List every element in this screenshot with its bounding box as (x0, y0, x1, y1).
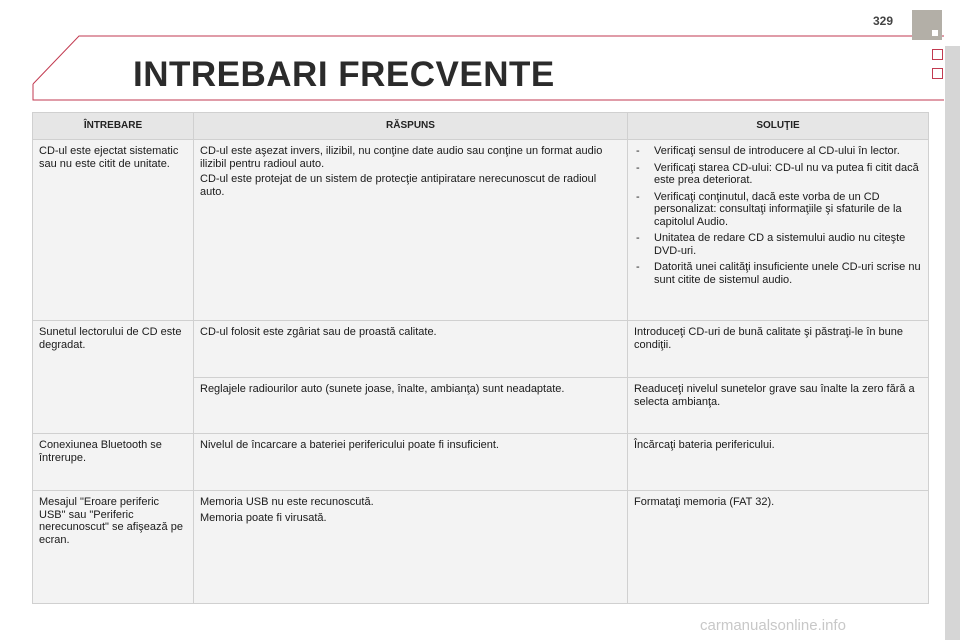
solution-item: - Verificaţi sensul de introducere al CD-ului în lector. (634, 145, 922, 158)
faq-table (32, 112, 929, 604)
table-header-row (33, 113, 929, 140)
table-row (33, 321, 929, 378)
table-row (33, 491, 929, 604)
tab-square-icon[interactable] (932, 68, 943, 79)
answer-text: Memoria poate fi virusată. (200, 511, 327, 524)
question-cell: Conexiunea Bluetooth se întrerupe. (33, 434, 194, 491)
side-bar (945, 46, 960, 640)
answer-text: CD-ul este aşezat invers, ilizibil, nu conţine date audio sau conţine un format audio ilizibil pentru radioul auto. (200, 145, 603, 170)
solution-cell: Readuceţi nivelul sunetelor grave sau înalte la zero fără a selecta ambianţa. (628, 378, 929, 434)
answer-cell (194, 491, 628, 604)
table-row (33, 434, 929, 491)
page-title: INTREBARI FRECVENTE (133, 55, 555, 94)
page-number: 329 (872, 14, 894, 28)
solution-item: - Verificaţi starea CD-ului: CD-ul nu va putea fi citit dacă este prea deteriorat. (634, 162, 922, 187)
answer-cell (194, 140, 628, 321)
answer-text: CD-ul este protejat de un sistem de protecţie antipiratare nerecunoscut de radioul auto. (200, 173, 597, 198)
answer-cell: Reglajele radiourilor auto (sunete joase, înalte, ambianţa) sunt neadaptate. (194, 378, 628, 434)
solution-cell: Introduceţi CD-uri de bună calitate şi păstraţi-le în bune condiţii. (628, 321, 929, 378)
corner-square-icon (912, 10, 942, 40)
answer-cell: Nivelul de încarcare a bateriei perifericului poate fi insuficient. (194, 434, 628, 491)
solution-list (634, 145, 922, 286)
solution-item: - Verificaţi conţinutul, dacă este vorba de un CD personalizat: consultaţi informaţiile şi sfaturile de la capitolul Audio. (634, 191, 922, 229)
answer-text: Memoria USB nu este recunoscută. (200, 496, 374, 508)
header-solution: SOLUŢIE (628, 113, 929, 140)
solution-cell: Formataţi memoria (FAT 32). (628, 491, 929, 604)
tab-square-icon[interactable] (932, 49, 943, 60)
watermark: carmanualsonline.info (700, 617, 846, 634)
solution-cell: Încărcaţi bateria perifericului. (628, 434, 929, 491)
solution-cell (628, 140, 929, 321)
table-row (33, 140, 929, 321)
solution-item: - Datorită unei calităţi insuficiente unele CD-uri scrise nu sunt citite de sistemul audio. (634, 261, 922, 286)
question-cell: Mesajul "Eroare periferic USB" sau "Periferic nerecunoscut" se afişează pe ecran. (33, 491, 194, 604)
header-answer: RĂSPUNS (194, 113, 628, 140)
header-question: ÎNTREBARE (33, 113, 194, 140)
question-cell: CD-ul este ejectat sistematic sau nu este citit de unitate. (33, 140, 194, 321)
answer-cell: CD-ul folosit este zgâriat sau de proastă calitate. (194, 321, 628, 378)
solution-item: - Unitatea de redare CD a sistemului audio nu citeşte DVD-uri. (634, 232, 922, 257)
question-cell: Sunetul lectorului de CD este degradat. (33, 321, 194, 434)
